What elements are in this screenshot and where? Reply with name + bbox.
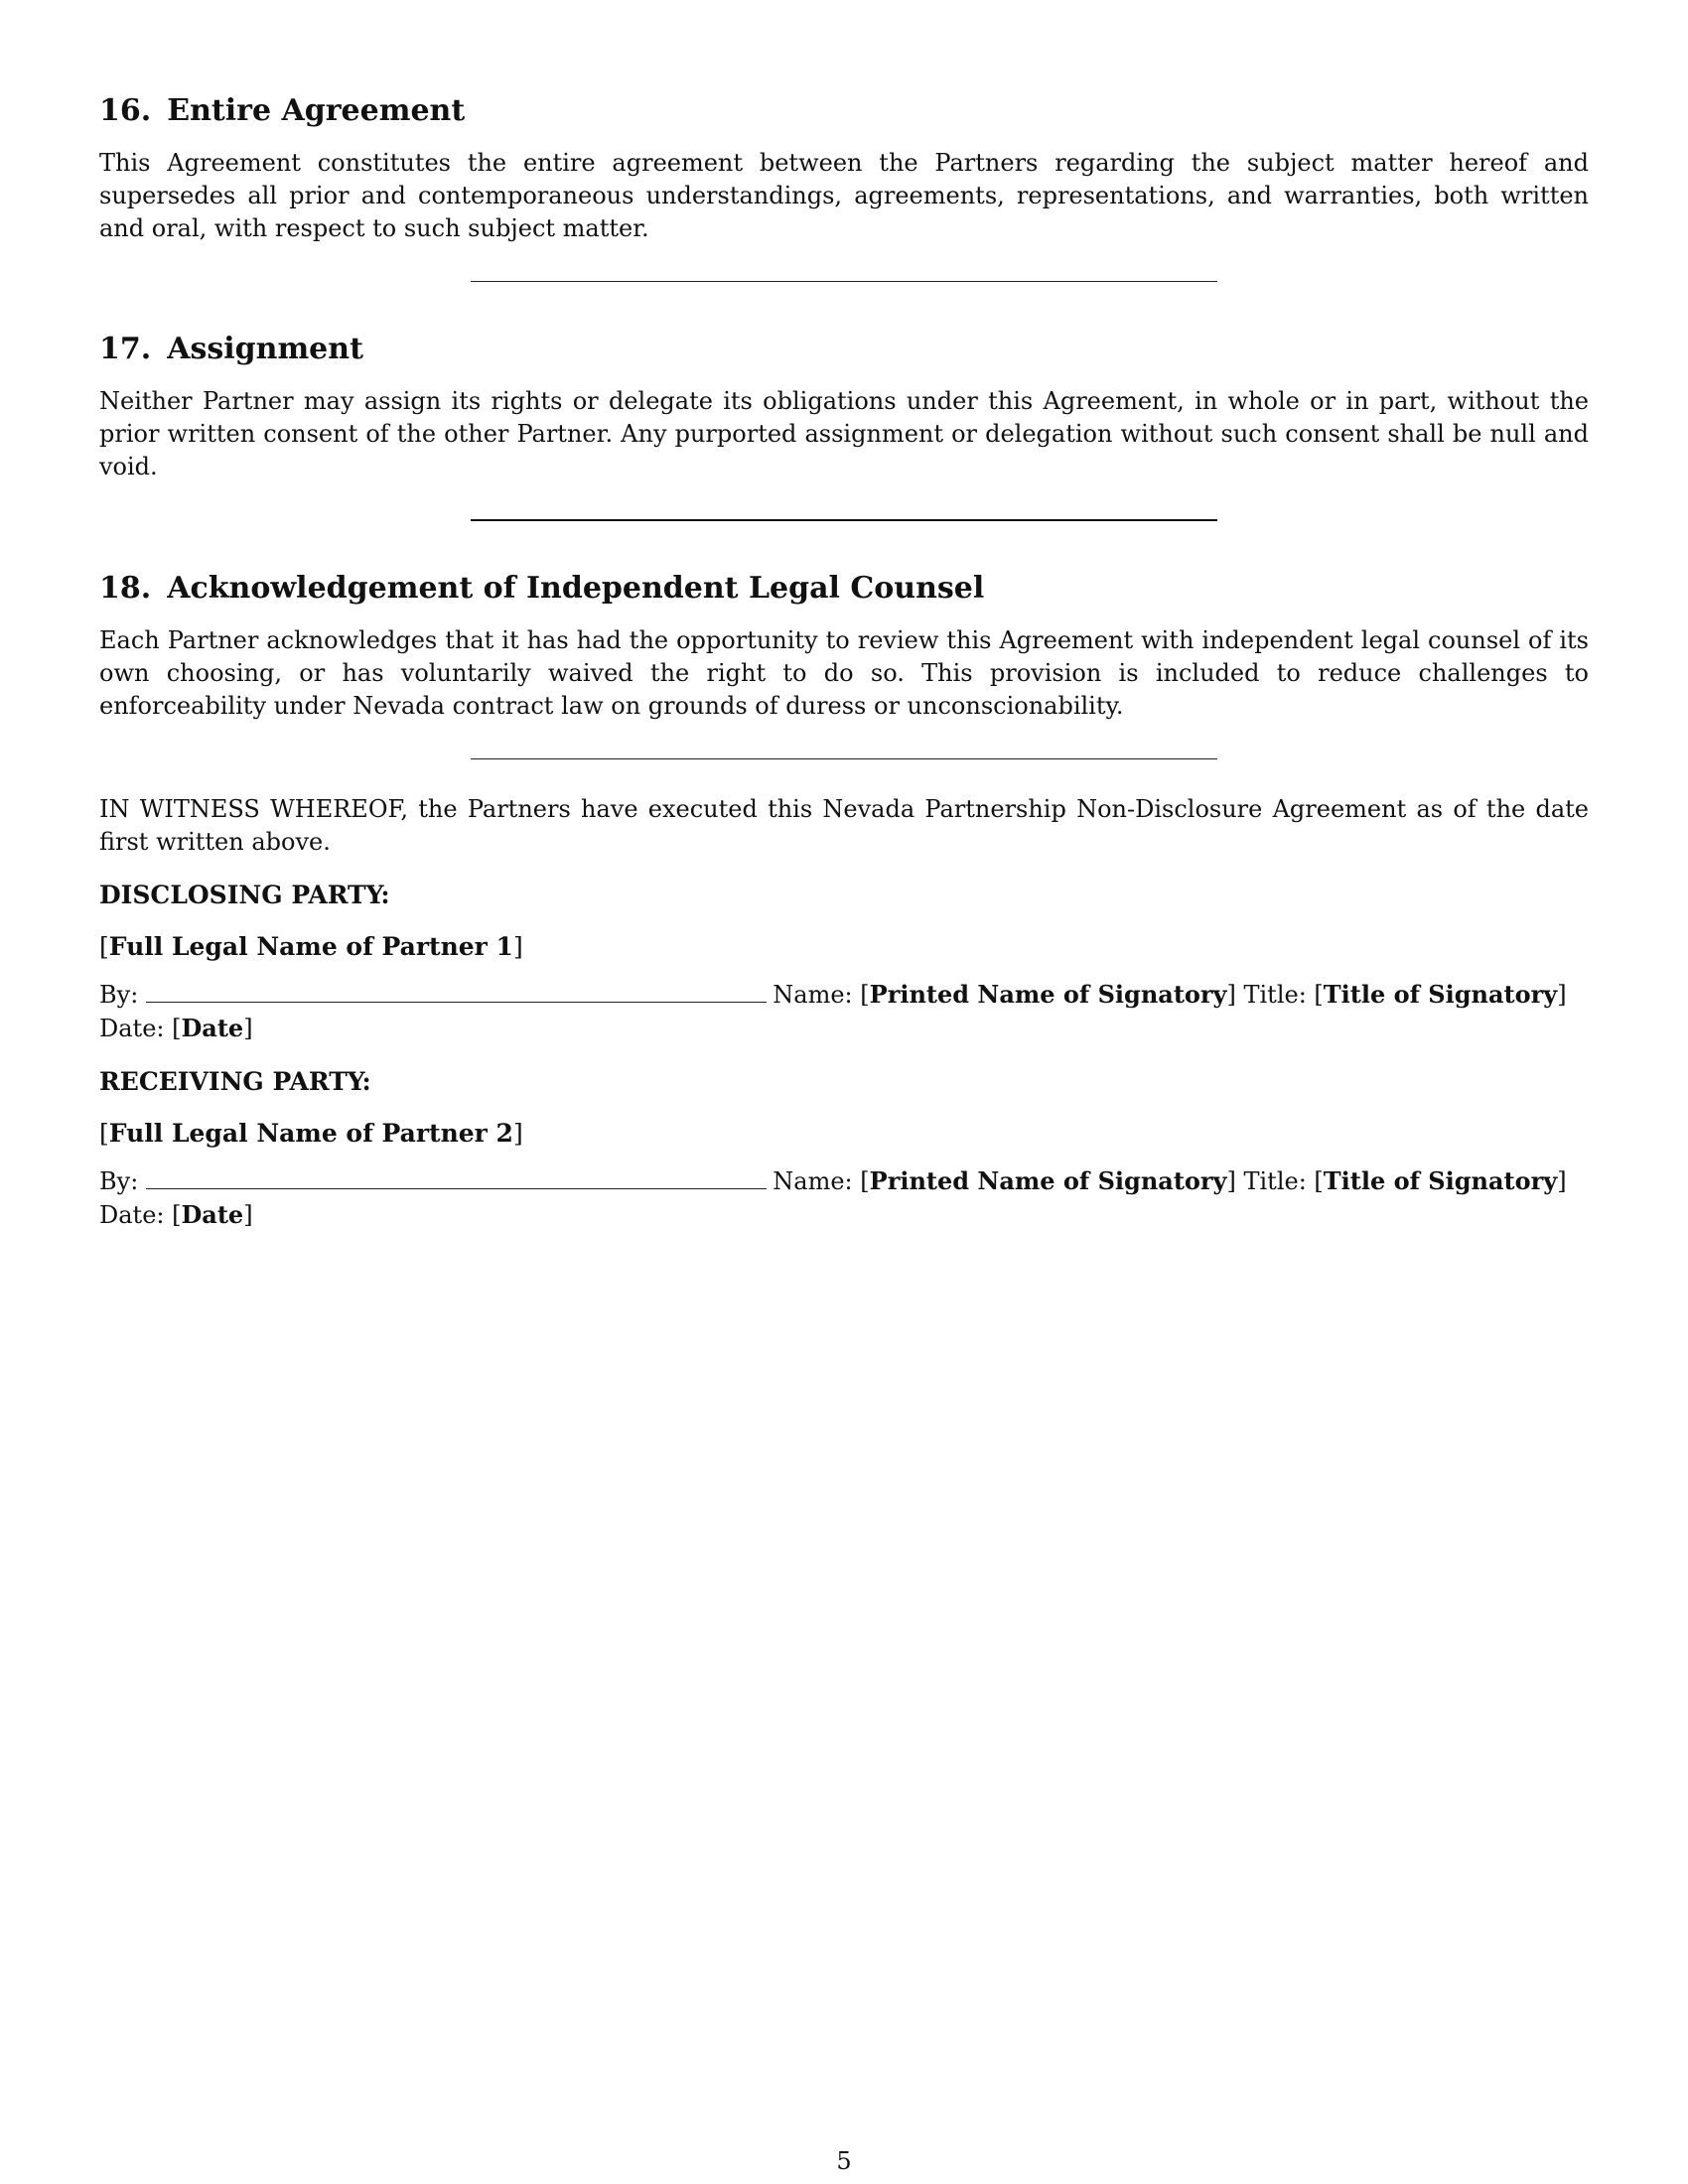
date-value: Date: [181, 1200, 244, 1229]
section-heading: [99, 93, 1589, 129]
date-row: Date: [Date]: [99, 1200, 253, 1229]
section-title: Acknowledgement of Independent Legal Counsel: [167, 571, 985, 606]
document-page: [99, 93, 1589, 1232]
party-name: [Full Legal Name of Partner 1]: [99, 932, 523, 961]
section-body: Neither Partner may assign its rights or delegate its obligations under this Agreement, in whole or in part, without the prior written consent of the other Partner. Any purported assignment or delegation without such consent shall be null and void.: [99, 387, 1589, 480]
page-number: 5: [836, 2147, 852, 2175]
section-divider: [471, 758, 1217, 759]
name-value: Printed Name of Signatory: [869, 1166, 1227, 1195]
section-16: [99, 93, 1589, 245]
party-label: RECEIVING PARTY:: [99, 1067, 371, 1096]
section-title: Entire Agreement: [167, 93, 466, 128]
witness-clause: IN WITNESS WHEREOF, the Partners have executed this Nevada Partnership Non-Disclosure Agreement as of the date first written above.: [99, 795, 1589, 856]
title-value: Title of Signatory: [1323, 1166, 1558, 1195]
section-18: [99, 571, 1589, 723]
signature-block-disclosing: [99, 879, 1589, 1045]
title-label: Title:: [1243, 1167, 1307, 1195]
section-title: Assignment: [167, 332, 363, 366]
section-body: This Agreement constitutes the entire agreement between the Partners regarding the subject matter hereof and supersedes all prior and contemporaneous understandings, agreements, representations, and warranties, both written and oral, with respect to such subject matter.: [99, 149, 1589, 242]
title-value: Title of Signatory: [1323, 980, 1558, 1009]
section-17: [99, 332, 1589, 483]
party-name: [Full Legal Name of Partner 2]: [99, 1119, 523, 1148]
section-heading: [99, 332, 1589, 367]
date-label: Date:: [99, 1015, 165, 1042]
signature-line[interactable]: [146, 1164, 767, 1189]
party-name-placeholder: Full Legal Name of Partner 1: [108, 932, 513, 961]
section-number: 16.: [99, 93, 152, 128]
name-label: Name:: [773, 981, 853, 1009]
name-label: Name:: [773, 1167, 853, 1195]
date-label: Date:: [99, 1201, 165, 1229]
signature-line[interactable]: [146, 978, 767, 1003]
section-number: 17.: [99, 332, 152, 366]
name-value: Printed Name of Signatory: [869, 980, 1227, 1009]
title-label: Title:: [1243, 981, 1307, 1009]
section-heading: [99, 571, 1589, 607]
date-row: Date: [Date]: [99, 1014, 253, 1042]
signature-block-receiving: [99, 1065, 1589, 1232]
by-label: By:: [99, 1167, 139, 1195]
by-label: By:: [99, 981, 139, 1009]
date-value: Date: [181, 1014, 244, 1042]
party-label: DISCLOSING PARTY:: [99, 881, 390, 909]
signature-row: By: Name: [ Printed Name of Signatory ] Title: [ Title of Signatory ]: [99, 1164, 1589, 1198]
party-name-placeholder: Full Legal Name of Partner 2: [108, 1119, 513, 1148]
section-body: Each Partner acknowledges that it has had the opportunity to review this Agreement with independent legal counsel of its own choosing, or has voluntarily waived the right to do so. This provision is included to reduce challenges to enforceability under Nevada contract law on grounds of duress or unconscionability.: [99, 626, 1589, 720]
signature-row: By: Name: [ Printed Name of Signatory ] Title: [ Title of Signatory ]: [99, 978, 1589, 1012]
section-number: 18.: [99, 571, 152, 606]
